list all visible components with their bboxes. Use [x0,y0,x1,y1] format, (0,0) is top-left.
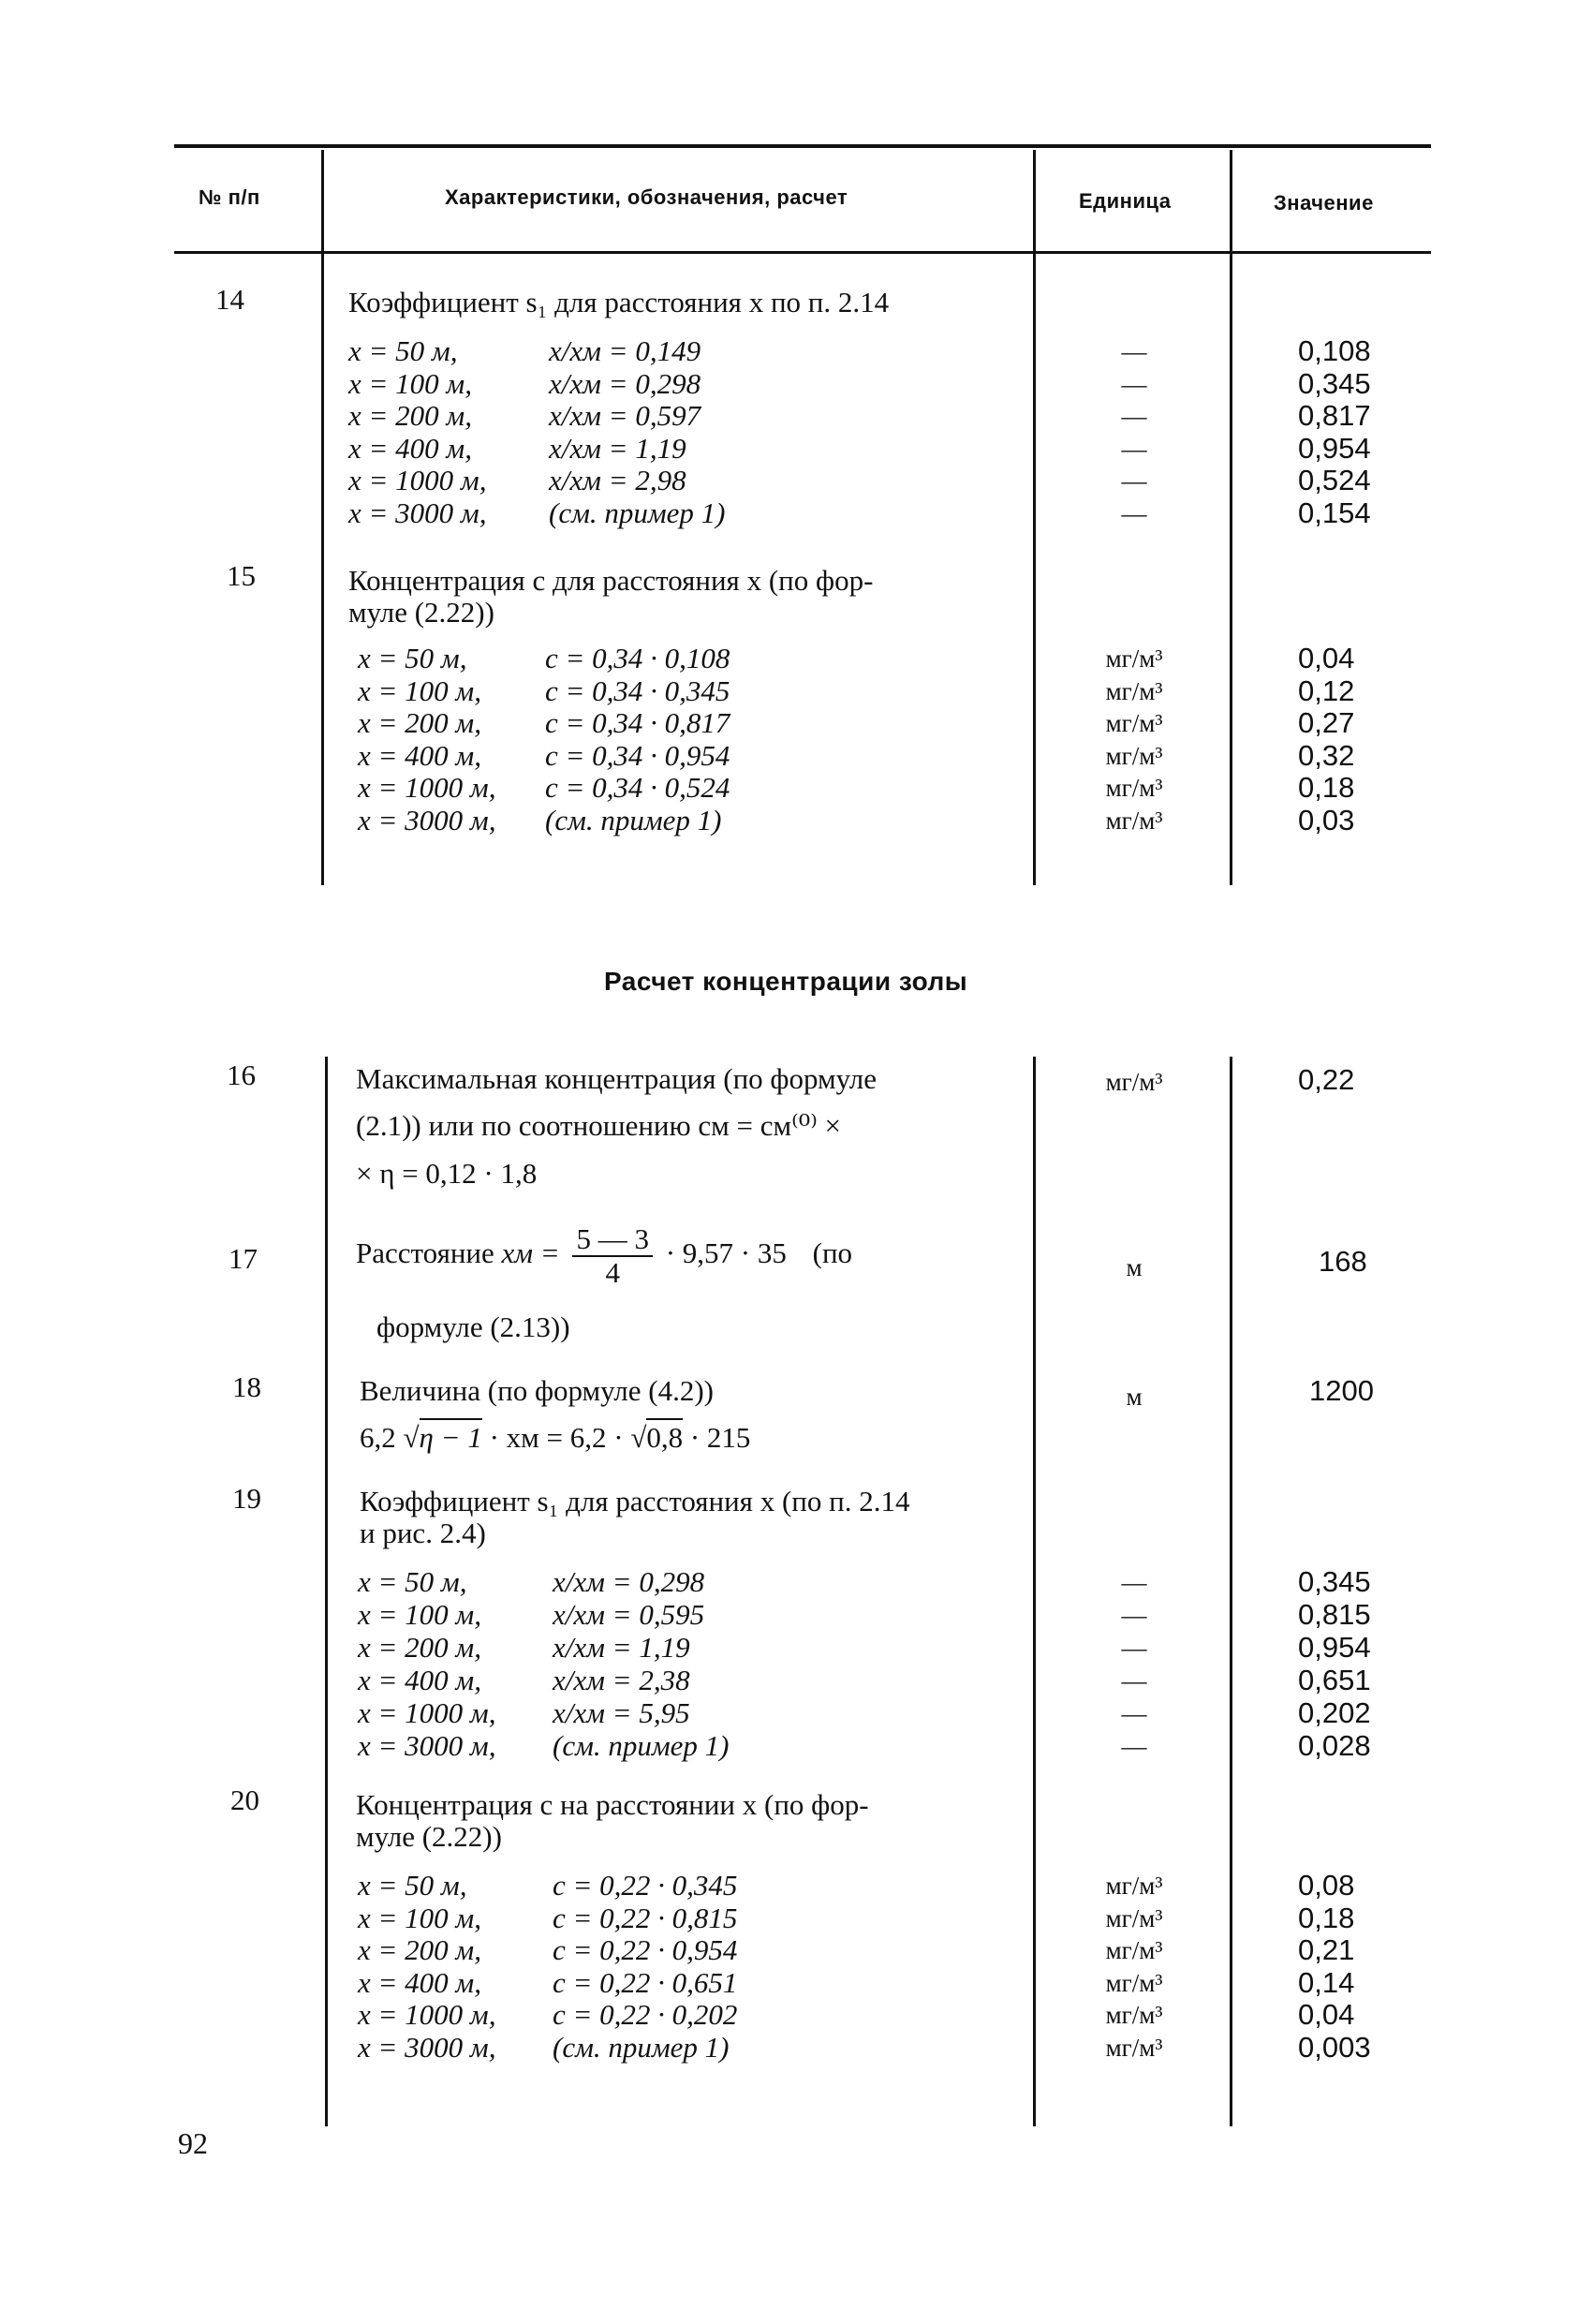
subrow-unit: мг/м³ [1105,741,1163,770]
subrow-unit: — [1121,1634,1147,1662]
subrow-calculation: c = 0,34 · 0,345 [545,674,730,707]
subrow-distance: x = 50 м, [358,642,467,674]
subrow-unit: — [1121,1666,1147,1695]
subrow-distance: x = 3000 м, [358,1729,496,1762]
row-15-number: 15 [227,559,256,592]
subrow-calculation: c = 0,34 · 0,108 [545,642,730,674]
row-18-number: 18 [232,1370,261,1403]
subrow-value: 0,154 [1298,496,1371,529]
row-17-line2: формуле (2.13)) [376,1310,570,1343]
subrow-calculation: c = 0,34 · 0,817 [545,706,730,739]
subrow-value: 0,954 [1298,1631,1371,1664]
subrow-calculation: c = 0,22 · 0,202 [553,1998,738,2031]
subrow-distance: x = 1000 м, [348,464,487,496]
row-17-tail: (по [812,1236,853,1270]
row-17-lhs: xм = [501,1236,560,1270]
subrow-value: 0,108 [1298,334,1371,367]
subrow-distance: x = 1000 м, [358,771,496,804]
row-17-formula [356,1223,852,1289]
subrow-unit: мг/м³ [1105,806,1163,835]
subrow-calculation: (см. пример 1) [545,803,722,836]
subrow-unit: мг/м³ [1105,1936,1163,1964]
subrow-distance: x = 200 м, [358,1631,481,1664]
row-18-formula-e: · 215 [683,1421,751,1454]
subrow-value: 0,04 [1298,642,1355,674]
subrow-distance: x = 200 м, [348,399,472,432]
subrow-distance: x = 1000 м, [358,1998,496,2031]
subrow-value: 0,028 [1298,1729,1371,1762]
subrow-unit: — [1121,1601,1147,1629]
row-19-description-line1: Коэффициент s₁ для расстояния x (по п. 2.14 [360,1485,910,1517]
subrow-value: 0,345 [1298,1565,1371,1598]
subrow-calculation: x/xм = 0,298 [553,1565,705,1598]
row-20-description-line1: Концентрация c на расстоянии x (по фор- [356,1788,869,1821]
row-16-number: 16 [227,1058,256,1091]
subrow-unit: мг/м³ [1105,1968,1163,1997]
subrow-calculation: x/xм = 0,597 [549,399,701,432]
subrow-distance: x = 1000 м, [358,1696,496,1729]
subrow-calculation: x/xм = 5,95 [553,1696,690,1729]
subrow-calculation: (см. пример 1) [553,2030,730,2064]
header-value: Значение [1274,191,1374,215]
subrow-calculation: c = 0,22 · 0,345 [553,1869,738,1902]
header-top-rule [174,144,1431,148]
row-17-fraction-denominator: 4 [605,1256,620,1289]
subrow-distance: x = 400 м, [358,1664,481,1696]
header-bottom-rule [174,251,1431,254]
subrow-calculation: x/xм = 0,149 [549,334,701,367]
subrow-unit: — [1121,402,1147,430]
subrow-calculation: (см. пример 1) [549,496,726,529]
subrow-unit: — [1121,369,1147,398]
subrow-unit: — [1121,1699,1147,1727]
subrow-value: 0,003 [1298,2030,1371,2064]
subrow-distance: x = 50 м, [358,1565,467,1598]
row-16-unit: мг/м³ [1105,1068,1163,1096]
subrow-calculation: c = 0,22 · 0,651 [553,1965,738,1999]
subrow-distance: x = 200 м, [358,706,481,739]
column-divider-1-lower [325,1057,328,2126]
subrow-calculation: x/xм = 2,38 [553,1664,690,1696]
subrow-calculation: c = 0,22 · 0,954 [553,1933,738,1966]
subrow-calculation: c = 0,34 · 0,524 [545,771,730,804]
subrow-unit: мг/м³ [1105,2033,1163,2062]
subrow-calculation: x/xм = 0,298 [549,366,701,400]
header-num: № п/п [199,185,260,209]
column-divider-1 [321,150,324,885]
header-unit: Единица [1079,189,1172,213]
subrow-distance: x = 50 м, [358,1869,467,1902]
subrow-value: 0,202 [1298,1696,1371,1729]
row-17-rhs: · 9,57 · 35 [665,1236,787,1270]
subrow-value: 0,345 [1298,366,1371,400]
subrow-unit: мг/м³ [1105,2001,1163,2029]
subrow-calculation: x/xм = 2,98 [549,464,686,496]
subrow-value: 0,18 [1298,1901,1355,1934]
subrow-calculation: x/xм = 1,19 [549,431,686,465]
subrow-distance: x = 3000 м, [358,2030,496,2064]
row-17-fraction [572,1223,653,1289]
row-14-description: Коэффициент s₁ для расстояния x по п. 2.14 [348,286,890,318]
subrow-unit: — [1121,337,1147,365]
row-16-line2: (2.1)) или по соотношению cм = cм⁽⁰⁾ × [356,1109,842,1142]
row-18-unit: м [1126,1383,1143,1411]
subrow-unit: мг/м³ [1105,709,1163,737]
subrow-value: 0,08 [1298,1869,1355,1902]
section-title: Расчет концентрации золы [604,967,968,996]
row-19-number: 19 [232,1482,261,1515]
subrow-calculation: x/xм = 1,19 [553,1631,690,1664]
subrow-value: 0,14 [1298,1965,1355,1999]
row-18-formula-a: 6,2 √ [360,1421,420,1454]
subrow-distance: x = 100 м, [358,674,481,707]
row-19-description-line2: и рис. 2.4) [360,1517,486,1549]
subrow-unit: — [1121,498,1147,527]
subrow-value: 0,524 [1298,464,1371,496]
row-17-value: 168 [1319,1245,1367,1278]
subrow-distance: x = 50 м, [348,334,458,367]
subrow-value: 0,651 [1298,1664,1371,1696]
row-16-line3: × η = 0,12 · 1,8 [356,1157,538,1190]
page-number: 92 [178,2126,208,2160]
subrow-value: 0,04 [1298,1998,1355,2031]
subrow-calculation: c = 0,22 · 0,815 [553,1901,738,1934]
subrow-value: 0,954 [1298,431,1371,465]
row-15-description-line2: муле (2.22)) [348,596,494,629]
subrow-unit: мг/м³ [1105,1872,1163,1900]
row-18-formula-c: · xм = 6,2 · √ [481,1421,647,1454]
subrow-distance: x = 400 м, [358,738,481,772]
subrow-distance: x = 100 м, [348,366,472,400]
subrow-distance: x = 3000 м, [348,496,487,529]
row-18-formula [360,1422,750,1454]
subrow-distance: x = 3000 м, [358,803,496,836]
row-16-line1: Максимальная концентрация (по формуле [356,1062,878,1095]
row-18-line1: Величина (по формуле (4.2)) [360,1374,715,1407]
subrow-value: 0,817 [1298,399,1371,432]
subrow-calculation: c = 0,34 · 0,954 [545,738,730,772]
row-15-description-line1: Концентрация c для расстояния x (по фор- [348,564,874,597]
row-18-value: 1200 [1309,1374,1374,1407]
subrow-distance: x = 200 м, [358,1933,481,1966]
subrow-distance: x = 100 м, [358,1901,481,1934]
subrow-unit: — [1121,466,1147,495]
header-description: Характеристики, обозначения, расчет [445,185,848,209]
row-20-description-line2: муле (2.22)) [356,1820,502,1853]
row-17-fraction-numerator: 5 — 3 [572,1223,653,1257]
row-17-number: 17 [229,1242,258,1275]
subrow-distance: x = 400 м, [358,1965,481,1999]
subrow-value: 0,32 [1298,738,1355,772]
subrow-unit: — [1121,1568,1147,1596]
subrow-value: 0,815 [1298,1598,1371,1631]
subrow-calculation: x/xм = 0,595 [553,1598,705,1631]
subrow-unit: мг/м³ [1105,774,1163,802]
row-18-formula-radicand-1: η − 1 [420,1418,482,1454]
subrow-value: 0,18 [1298,771,1355,804]
subrow-distance: x = 400 м, [348,431,472,465]
row-17-label: Расстояние [356,1236,494,1270]
row-20-number: 20 [230,1784,259,1816]
subrow-value: 0,27 [1298,706,1355,739]
subrow-value: 0,12 [1298,674,1355,707]
subrow-value: 0,03 [1298,803,1355,836]
subrow-unit: — [1121,434,1147,463]
row-16-value: 0,22 [1298,1063,1355,1096]
subrow-distance: x = 100 м, [358,1598,481,1631]
subrow-unit: — [1121,1732,1147,1760]
subrow-unit: мг/м³ [1105,676,1163,705]
subrow-value: 0,21 [1298,1933,1355,1966]
row-17-unit: м [1126,1253,1143,1281]
subrow-calculation: (см. пример 1) [553,1729,730,1762]
subrow-unit: мг/м³ [1105,644,1163,673]
row-14-number: 14 [215,283,244,316]
subrow-unit: мг/м³ [1105,1903,1163,1932]
row-18-formula-radicand-2: 0,8 [646,1418,683,1454]
